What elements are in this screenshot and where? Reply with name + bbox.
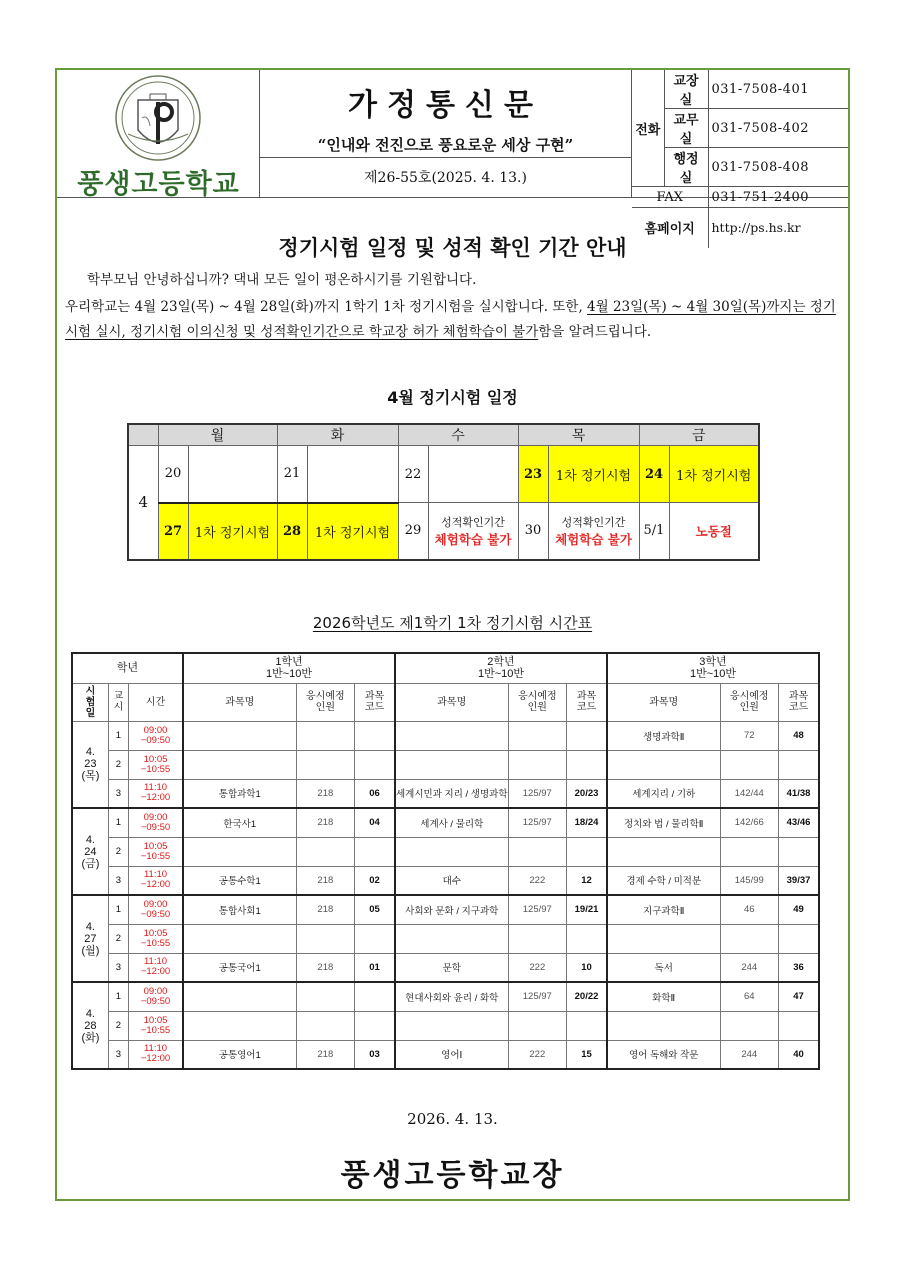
period-number: 2	[108, 750, 128, 779]
exam-date-month: 4.	[85, 1007, 95, 1020]
exam-date-day: 24	[84, 845, 97, 858]
examinee-count: 218	[296, 1040, 355, 1069]
examinee-count	[720, 837, 779, 866]
examinee-count: 218	[296, 953, 355, 982]
exam-date-day: 23	[84, 758, 97, 771]
exam-date-day: 27	[84, 932, 97, 945]
subject-name: 생명과학Ⅱ	[607, 721, 720, 750]
subject-code: 49	[779, 895, 819, 924]
subject-name: 세계사 / 물리학	[395, 808, 508, 837]
time-end: −10:55	[140, 1024, 171, 1036]
fax-number: 031-751-2400	[708, 187, 848, 208]
examinee-count: 222	[508, 1040, 567, 1069]
day-event	[428, 446, 518, 503]
examinee-count: 218	[296, 895, 355, 924]
subject-name	[607, 924, 720, 953]
subject-name	[183, 924, 296, 953]
examinee-count: 125/97	[508, 895, 567, 924]
time-end: −09:50	[140, 995, 171, 1007]
phone-number: 031-7508-401	[708, 70, 848, 109]
time-end: −12:00	[140, 1053, 171, 1065]
time-end: −10:55	[140, 763, 171, 775]
exam-date-month: 4.	[85, 920, 95, 933]
exam-time	[129, 779, 184, 808]
notice-text: 우리학교는 4월 23일(목) ~ 4월 28일(화)까지 1학기 1차 정기시험을 실시합니다. 또한,	[65, 299, 588, 315]
subject-code: 05	[355, 895, 395, 924]
table-row	[72, 837, 819, 866]
grade-classes: 1반~10반	[689, 668, 736, 681]
table-row	[72, 1040, 819, 1069]
subject-code	[355, 721, 395, 750]
period-number: 2	[108, 1011, 128, 1040]
time-start: 11:10	[143, 1043, 168, 1055]
code-header-line: 과목	[576, 691, 597, 702]
examinee-count: 218	[296, 779, 355, 808]
subject-name: 사회와 문화 / 지구과학	[395, 895, 508, 924]
exam-time	[129, 1040, 184, 1069]
examinee-count	[296, 1011, 355, 1040]
subject-name: 문학	[395, 953, 508, 982]
count-header	[508, 683, 567, 721]
day-event	[548, 503, 639, 560]
phone-room: 교장실	[664, 70, 708, 109]
period-number: 1	[108, 895, 128, 924]
table-row	[72, 721, 819, 750]
examinee-count: 125/97	[508, 808, 567, 837]
day-event-label: 성적확인기간	[561, 515, 626, 529]
subject-code	[779, 837, 819, 866]
subject-code	[355, 750, 395, 779]
time-end: −12:00	[140, 879, 171, 891]
time-start: 11:10	[143, 956, 168, 968]
exam-time	[129, 750, 184, 779]
subject-name	[607, 837, 720, 866]
exam-timetable	[71, 652, 820, 1070]
code-header	[779, 683, 819, 721]
phone-room: 교무실	[664, 109, 708, 148]
subject-code	[355, 982, 395, 1011]
day-event	[428, 503, 518, 560]
exam-date-weekday: (월)	[81, 944, 100, 957]
subject-name: 영어Ⅰ	[395, 1040, 508, 1069]
exam-time	[129, 1011, 184, 1040]
time-end: −09:50	[140, 908, 171, 920]
time-header: 시간	[129, 683, 184, 721]
exam-time	[129, 866, 184, 895]
grade-name: 2학년	[487, 656, 515, 669]
subject-name: 화학Ⅱ	[607, 982, 720, 1011]
subject-code	[779, 1011, 819, 1040]
period-header-text: 교시	[113, 691, 124, 713]
time-end: −12:00	[140, 966, 171, 978]
subject-code	[567, 750, 607, 779]
subject-code	[567, 837, 607, 866]
time-start: 09:00	[143, 811, 168, 823]
examinee-count	[508, 750, 567, 779]
table-row	[72, 750, 819, 779]
weekday-header: 수	[398, 424, 518, 446]
weekday-header: 금	[639, 424, 759, 446]
phone-number: 031-7508-408	[708, 148, 848, 187]
subject-name	[183, 1011, 296, 1040]
examinee-count: 244	[720, 1040, 779, 1069]
examinee-count	[508, 721, 567, 750]
time-start: 09:00	[143, 898, 168, 910]
subject-code: 43/46	[779, 808, 819, 837]
examinee-count: 222	[508, 953, 567, 982]
table-row	[72, 779, 819, 808]
subject-code: 39/37	[779, 866, 819, 895]
subject-name	[183, 982, 296, 1011]
grade-1-header	[183, 653, 395, 683]
day-event-warning: 체험학습 불가	[555, 531, 632, 547]
exam-time	[129, 837, 184, 866]
subject-name: 공통영어1	[183, 1040, 296, 1069]
subject-code: 02	[355, 866, 395, 895]
exam-date	[72, 895, 108, 982]
subject-code: 04	[355, 808, 395, 837]
examinee-count: 142/66	[720, 808, 779, 837]
subject-name	[607, 1011, 720, 1040]
subject-name: 경제 수학 / 미적분	[607, 866, 720, 895]
day-number: 20	[158, 446, 188, 503]
grade-classes: 1반~10반	[265, 668, 313, 681]
subject-name	[607, 750, 720, 779]
subject-name	[183, 721, 296, 750]
subject-code: 03	[355, 1040, 395, 1069]
letterhead	[57, 70, 848, 238]
day-number: 22	[398, 446, 428, 503]
day-event-label: 성적확인기간	[441, 515, 505, 529]
day-event	[188, 446, 277, 503]
subject-name: 공통수학1	[183, 866, 296, 895]
school-name-logo: 풍생고등학교	[77, 169, 240, 200]
examinee-count	[296, 924, 355, 953]
examinee-count: 244	[720, 953, 779, 982]
day-event: 1차 정기시험	[548, 446, 639, 503]
exam-date-month: 4.	[85, 746, 95, 759]
examinee-count: 142/44	[720, 779, 779, 808]
code-header	[567, 683, 607, 721]
time-start: 09:00	[143, 985, 168, 997]
phone-number: 031-7508-402	[708, 109, 848, 148]
examinee-count: 46	[720, 895, 779, 924]
exam-day-header	[72, 683, 108, 721]
table-row	[72, 953, 819, 982]
subject-code: 19/21	[567, 895, 607, 924]
time-start: 10:05	[143, 840, 168, 852]
time-end: −10:55	[140, 937, 171, 949]
subject-name: 지구과학Ⅱ	[607, 895, 720, 924]
day-number: 21	[277, 446, 307, 503]
subject-code	[567, 1011, 607, 1040]
period-number: 3	[108, 1040, 128, 1069]
homepage-label: 홈페이지	[632, 208, 708, 248]
exam-date-weekday: (금)	[81, 857, 100, 870]
subject-name: 정치와 법 / 물리학Ⅱ	[607, 808, 720, 837]
subject-code: 10	[567, 953, 607, 982]
fax-label: FAX	[632, 187, 708, 208]
subject-code: 06	[355, 779, 395, 808]
examinee-count	[720, 1011, 779, 1040]
time-end: −09:50	[140, 821, 171, 833]
table-row	[72, 808, 819, 837]
principal-signature: 풍생고등학교장	[340, 1158, 565, 1193]
grade-3-header	[607, 653, 819, 683]
examinee-count	[508, 1011, 567, 1040]
time-end: −10:55	[140, 850, 171, 862]
count-header	[720, 683, 779, 721]
subject-name: 통합사회1	[183, 895, 296, 924]
subject-code: 01	[355, 953, 395, 982]
exam-date	[72, 721, 108, 808]
code-header	[355, 683, 395, 721]
subject-code: 47	[779, 982, 819, 1011]
time-start: 10:05	[143, 1014, 168, 1026]
count-header-line: 인원	[739, 702, 759, 713]
exam-date	[72, 808, 108, 895]
grade-header: 학년	[72, 653, 183, 683]
subject-name	[183, 750, 296, 779]
subject-name	[183, 837, 296, 866]
day-number: 24	[639, 446, 669, 503]
phone-room: 행정실	[664, 148, 708, 187]
subject-code: 48	[779, 721, 819, 750]
time-start: 09:00	[143, 724, 168, 736]
exam-date-month: 4.	[85, 833, 95, 846]
exam-date-weekday: (화)	[81, 1031, 100, 1044]
count-header	[296, 683, 355, 721]
subject-code: 18/24	[567, 808, 607, 837]
exam-date-weekday: (목)	[81, 770, 100, 783]
subject-name: 독서	[607, 953, 720, 982]
subject-name	[395, 721, 508, 750]
period-number: 1	[108, 721, 128, 750]
time-start: 10:05	[143, 753, 168, 765]
subject-name	[395, 837, 508, 866]
time-start: 10:05	[143, 927, 168, 939]
day-number: 28	[277, 503, 307, 560]
period-number: 3	[108, 866, 128, 895]
title-block	[260, 70, 632, 158]
weekday-header: 목	[518, 424, 639, 446]
issue-number: 제26-55호(2025. 4. 13.)	[260, 158, 632, 198]
day-number: 5/1	[639, 503, 669, 560]
examinee-count: 222	[508, 866, 567, 895]
examinee-count	[296, 750, 355, 779]
subject-name	[395, 924, 508, 953]
day-event: 1차 정기시험	[307, 503, 398, 560]
day-event: 1차 정기시험	[669, 446, 759, 503]
examinee-count: 218	[296, 866, 355, 895]
subject-code	[355, 837, 395, 866]
notice-text: 함을 알려드립니다.	[538, 324, 652, 340]
notice-underlined-text: 4월 23일(목) ~ 4월 30일(목)까지는 정기시험 실시, 정기시험 이의신청 및 성적확인기간으로 학교장 허가 체험학습이 불가	[65, 299, 836, 340]
greeting-text: 학부모님 안녕하십니까? 댁내 모든 일이 평온하시기를 기원합니다.	[87, 272, 477, 288]
subject-code	[355, 1011, 395, 1040]
examinee-count	[720, 924, 779, 953]
newsletter-title: 가정통신문	[348, 88, 543, 123]
table-row	[72, 982, 819, 1011]
code-header-line: 과목	[364, 691, 385, 702]
count-header-line: 응시예정	[729, 691, 769, 702]
exam-time	[129, 924, 184, 953]
subject-code	[355, 924, 395, 953]
code-header-line: 코드	[788, 702, 809, 713]
count-header-line: 응시예정	[517, 691, 557, 702]
subject-name: 세계시민과 지리 / 생명과학	[395, 779, 508, 808]
day-event: 1차 정기시험	[188, 503, 277, 560]
exam-time	[129, 982, 184, 1011]
exam-date	[72, 982, 108, 1069]
subject-name: 현대사회와 윤리 / 화학	[395, 982, 508, 1011]
period-header	[108, 683, 128, 721]
subject-name	[395, 1011, 508, 1040]
phone-label: 전화	[632, 70, 664, 187]
subject-header: 과목명	[183, 683, 296, 721]
examinee-count	[508, 924, 567, 953]
timetable-title: 2026학년도 제1학기 1차 정기시험 시간표	[312, 614, 593, 632]
exam-calendar	[127, 423, 760, 561]
subject-name: 영어 독해와 작문	[607, 1040, 720, 1069]
exam-time	[129, 808, 184, 837]
day-number: 27	[158, 503, 188, 560]
exam-time	[129, 895, 184, 924]
subject-code: 36	[779, 953, 819, 982]
subject-header: 과목명	[395, 683, 508, 721]
examinee-count: 125/97	[508, 982, 567, 1011]
examinee-count	[720, 750, 779, 779]
period-number: 1	[108, 808, 128, 837]
homepage-link[interactable]: http://ps.hs.kr	[708, 208, 848, 248]
time-end: −09:50	[140, 734, 171, 746]
subject-name: 세계지리 / 기하	[607, 779, 720, 808]
exam-date-day: 28	[84, 1019, 97, 1032]
period-number: 3	[108, 779, 128, 808]
examinee-count: 145/99	[720, 866, 779, 895]
time-start: 11:10	[143, 869, 168, 881]
month-label: 4	[128, 446, 158, 560]
holiday-label: 노동절	[695, 523, 732, 539]
examinee-count: 125/97	[508, 779, 567, 808]
day-event	[669, 503, 759, 560]
count-header-line: 인원	[315, 702, 335, 713]
time-end: −12:00	[140, 792, 171, 804]
contact-info	[632, 70, 848, 238]
grade-classes: 1반~10반	[477, 668, 524, 681]
day-number: 30	[518, 503, 548, 560]
time-start: 11:10	[143, 782, 168, 794]
grade-name: 3학년	[699, 656, 727, 669]
subject-name: 통합과학1	[183, 779, 296, 808]
calendar-corner	[128, 424, 158, 446]
table-row	[72, 924, 819, 953]
issue-date: 2026. 4. 13.	[407, 1110, 498, 1128]
code-header-line: 코드	[364, 702, 385, 713]
subject-code	[567, 721, 607, 750]
examinee-count: 64	[720, 982, 779, 1011]
period-number: 2	[108, 924, 128, 953]
subject-code	[779, 750, 819, 779]
examinee-count	[508, 837, 567, 866]
examinee-count: 218	[296, 808, 355, 837]
table-row	[72, 895, 819, 924]
calendar-title: 4월 정기시험 일정	[387, 388, 518, 407]
code-header-line: 코드	[576, 702, 597, 713]
subject-name	[395, 750, 508, 779]
subject-code	[567, 924, 607, 953]
subject-name: 한국사1	[183, 808, 296, 837]
subject-header: 과목명	[607, 683, 720, 721]
document-frame	[55, 68, 850, 1201]
day-event-warning: 체험학습 불가	[434, 531, 512, 547]
period-number: 2	[108, 837, 128, 866]
day-number: 29	[398, 503, 428, 560]
table-row	[72, 866, 819, 895]
school-emblem-icon	[114, 74, 202, 162]
table-row	[72, 1011, 819, 1040]
subject-code	[779, 924, 819, 953]
code-header-line: 과목	[788, 691, 809, 702]
notice-paragraph	[65, 295, 845, 345]
subject-code: 41/38	[779, 779, 819, 808]
examinee-count	[296, 721, 355, 750]
subject-name: 공통국어1	[183, 953, 296, 982]
grade-name: 1학년	[275, 656, 303, 669]
subject-code: 15	[567, 1040, 607, 1069]
day-event	[307, 446, 398, 503]
grade-2-header	[395, 653, 607, 683]
period-number: 3	[108, 953, 128, 982]
period-number: 1	[108, 982, 128, 1011]
weekday-header: 월	[158, 424, 277, 446]
examinee-count	[296, 837, 355, 866]
weekday-header: 화	[277, 424, 398, 446]
subject-code: 20/22	[567, 982, 607, 1011]
exam-time	[129, 953, 184, 982]
examinee-count	[296, 982, 355, 1011]
examinee-count: 72	[720, 721, 779, 750]
count-header-line: 응시예정	[306, 691, 345, 702]
exam-day-header-text: 시험일	[85, 685, 96, 719]
exam-time	[129, 721, 184, 750]
school-logo-block	[57, 70, 260, 198]
school-motto: “인내와 전진으로 풍요로운 세상 구현”	[317, 136, 574, 154]
subject-code: 12	[567, 866, 607, 895]
subject-name: 대수	[395, 866, 508, 895]
count-header-line: 인원	[527, 702, 547, 713]
subject-code: 40	[779, 1040, 819, 1069]
subject-code: 20/23	[567, 779, 607, 808]
day-number: 23	[518, 446, 548, 503]
notice-title: 정기시험 일정 및 성적 확인 기간 안내	[278, 236, 627, 260]
